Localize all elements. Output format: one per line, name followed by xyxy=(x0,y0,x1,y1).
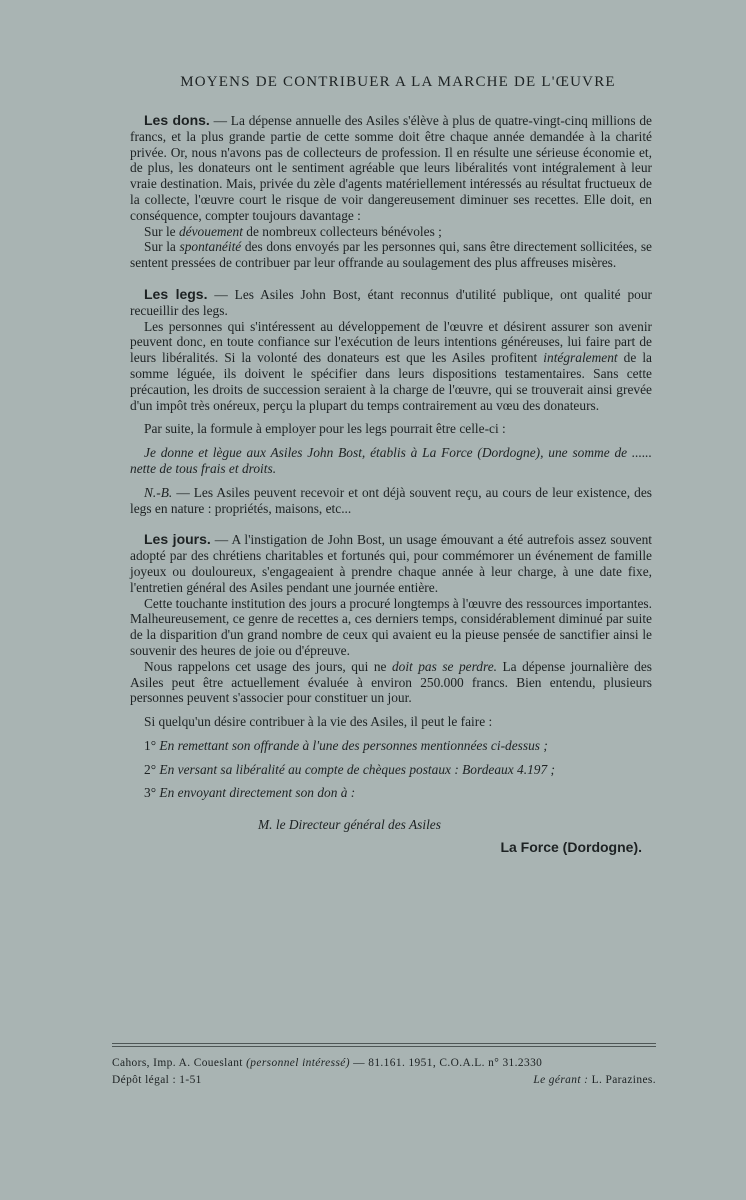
contribute-item-text: En envoyant directement son don à : xyxy=(159,785,356,801)
printer-reference: — 81.161. 1951, C.O.A.L. n° 31.2330 xyxy=(349,1057,543,1069)
contribute-item-3 xyxy=(130,785,652,801)
dons-heading: Les dons. xyxy=(144,112,210,128)
dons-text-1: — La dépense annuelle des Asiles s'élève à plus de quatre-vingt-cinq millions de francs, et la plus grande partie de cette somme doit être chaque année demandée à la charité privée. Or, nous n'avons pas de collecteurs de profession. Il en résulte une sérieuse économie et, de plus, les donateurs ont le sentiment agréable que leurs libéralités vont intégralement à leur vraie destination. Mais, privée du zèle d'agents matériellement intéressés au résultat fructueux de la collecte, l'œuvre court le risque de voir dangereusement diminuer ses recettes. Elle doit, en conséquence, compter toujours davantage : xyxy=(130,113,652,223)
legs-text-1: — Les Asiles John Bost, étant reconnus d'utilité publique, ont qualité pour recueillir des legs. xyxy=(130,286,652,318)
signature-address: La Force (Dordogne). xyxy=(500,839,642,856)
contribute-item-number: 2° xyxy=(144,761,157,777)
dons-paragraph-1 xyxy=(130,113,652,224)
jours-heading: Les jours. xyxy=(144,531,211,548)
jours-text-3a: Nous rappelons cet usage des jours, qui ne xyxy=(144,658,392,674)
signature-title: M. le Directeur général des Asiles xyxy=(258,817,441,833)
jours-paragraph-1 xyxy=(130,532,652,595)
legs-paragraph-1 xyxy=(130,287,652,319)
jours-text-3b: doit pas se perdre. xyxy=(391,658,497,674)
legs-formula-text: Je donne et lègue aux Asiles John Bost, établis à La Force (Dordogne), une somme de ...... nette de tous frais et droits. xyxy=(130,445,652,476)
printer-footer xyxy=(112,1055,656,1089)
contribute-item-number: 1° xyxy=(144,737,157,753)
legs-heading: Les legs. xyxy=(144,285,208,302)
contribute-item-number: 3° xyxy=(144,785,157,801)
printer-name: Cahors, Imp. A. Coueslant xyxy=(112,1057,247,1069)
legs-text-2c: de la somme léguée, ils doivent le spécifier dans leurs dispositions testamentaires. Sans cette précaution, les droits de succession seraient à la charge de l'œuvre, qui se trouverait ainsi grevée d'un impôt très onéreux, perçu la plupart du temps contrairement au vœu des donateurs. xyxy=(130,350,653,413)
legs-nb xyxy=(130,485,652,517)
page-title: MOYENS DE CONTRIBUER A LA MARCHE DE L'ŒUVRE xyxy=(180,74,616,90)
legs-nb-label: N.-B. xyxy=(144,484,173,500)
manager-label: Le gérant : xyxy=(533,1074,592,1086)
manager-line xyxy=(533,1072,656,1089)
legs-formula xyxy=(130,445,652,477)
legal-deposit: Dépôt légal : 1-51 xyxy=(112,1074,202,1086)
printer-note: (personnel intéressé) xyxy=(246,1057,350,1069)
contribute-item-2 xyxy=(130,762,652,778)
jours-text-3c: La dépense journalière des Asiles peut être actuellement évaluée à environ 250.000 francs. Bien entendu, plusieurs personnes peuvent s'associer pour constituer un jour. xyxy=(130,658,652,706)
contribute-item-1 xyxy=(130,738,652,754)
legs-nb-text: — Les Asiles peuvent recevoir et ont déjà souvent reçu, au cours de leur existence, des legs en nature : propriétés, maisons, etc... xyxy=(130,484,652,516)
legs-text-2b: intégralement xyxy=(543,350,618,366)
printer-line xyxy=(112,1055,656,1072)
dons-text-2a: Sur le xyxy=(144,223,179,239)
legs-paragraph-2 xyxy=(130,319,652,414)
jours-text-1: — A l'instigation de John Bost, un usage émouvant a été autrefois assez souvent adopté par des chrétiens charitables et fortunés qui, pour commémorer un événement de famille joyeux ou douloureux, s'engageaient à prendre chaque année à leur charge, à une date fixe, l'entretien général des Asiles pendant une journée entière. xyxy=(130,532,652,595)
legs-formula-intro: Par suite, la formule à employer pour les legs pourrait être celle-ci : xyxy=(144,421,506,437)
dons-paragraph-3 xyxy=(130,239,652,271)
contribute-item-text: En remettant son offrande à l'une des personnes mentionnées ci-dessus ; xyxy=(159,737,548,753)
dons-paragraph-2 xyxy=(130,224,652,240)
contribute-item-text: En versant sa libéralité au compte de chèques postaux : Bordeaux 4.197 ; xyxy=(159,761,555,777)
manager-name: L. Parazines. xyxy=(591,1074,656,1086)
legal-line xyxy=(112,1072,656,1089)
dons-text-3a: Sur la xyxy=(144,239,180,255)
legs-text-2a: Les personnes qui s'intéressent au développement de l'œuvre et désirent assurer son avenir peuvent donc, en toute confiance sur l'exécution de leurs intentions généreuses, lui faire part de leurs libéralités. Si la volonté des donateurs est que les Asiles profitent xyxy=(130,318,652,366)
dons-text-2b: dévouement xyxy=(178,223,243,239)
main-content xyxy=(130,74,652,855)
signature-block xyxy=(130,817,652,855)
jours-paragraph-3 xyxy=(130,659,652,706)
dons-text-3b: spontanéité xyxy=(179,239,242,255)
jours-paragraph-2: Cette touchante institution des jours a procuré longtemps à l'œuvre des ressources importantes. Malheureusement, ce genre de recettes a, ces derniers temps, considérablement diminué par suite de la disparition d'un grand nombre de ceux qui avaient eu la pieuse pensée de sanctifier ainsi le souvenir des heures de joie ou d'épreuve. xyxy=(130,595,652,658)
dons-text-3c: des dons envoyés par les personnes qui, sans être directement sollicitées, se sentent pressées de contribuer par leur offrande au soulagement des plus affreuses misères. xyxy=(130,239,652,271)
contribute-intro: Si quelqu'un désire contribuer à la vie des Asiles, il peut le faire : xyxy=(144,714,493,730)
dons-text-2c: de nombreux collecteurs bénévoles ; xyxy=(242,223,442,239)
footer-divider xyxy=(112,1043,656,1047)
